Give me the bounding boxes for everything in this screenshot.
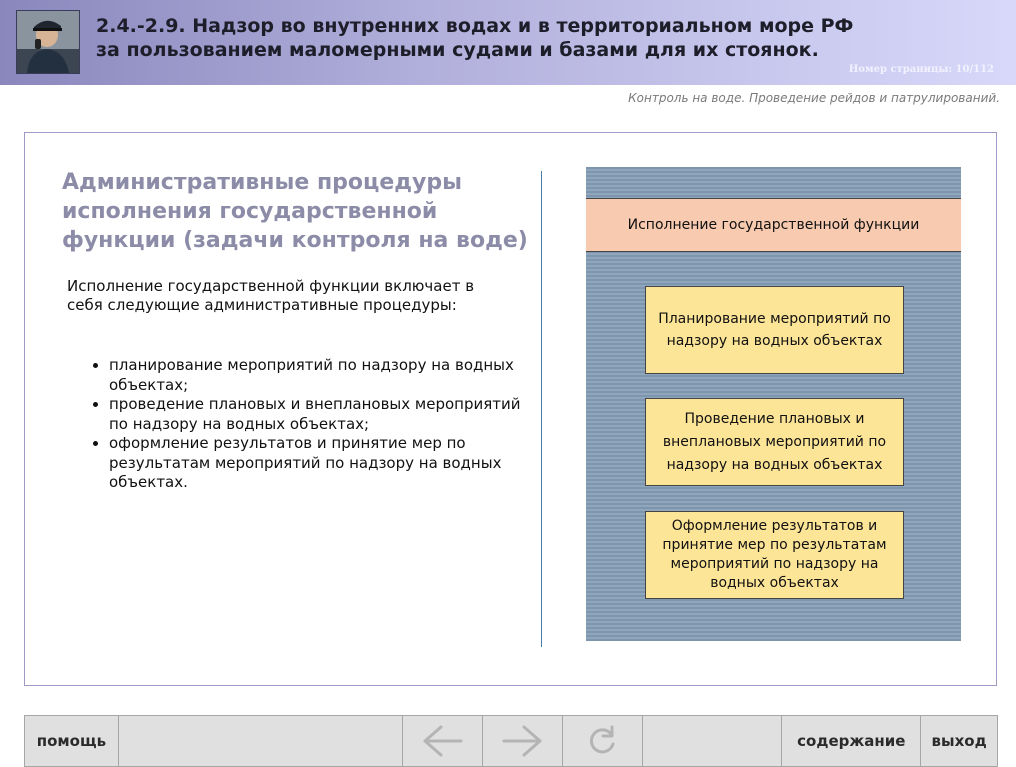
navigation-bar xyxy=(24,715,998,767)
reload-button[interactable] xyxy=(563,716,643,766)
reload-icon xyxy=(585,724,619,758)
exit-button[interactable]: выход xyxy=(931,732,987,750)
nav-spacer xyxy=(119,716,403,766)
back-button[interactable] xyxy=(403,716,483,766)
page-title-line-2: за пользованием маломерными судами и базами для их стоянок. xyxy=(96,39,819,61)
page-number: Номер страницы: 10/112 xyxy=(848,64,994,75)
help-button[interactable]: помощь xyxy=(25,716,119,766)
list-item: • проведение плановых и внеплановых мероприятий по надзору на водных объектах; xyxy=(109,395,529,434)
content-frame xyxy=(24,132,997,686)
header-bar xyxy=(0,0,1016,85)
intro-text: Исполнение государственной функции включает в себя следующие административные процедуры: xyxy=(67,277,475,314)
arrow-left-icon xyxy=(421,724,465,758)
procedure-diagram xyxy=(586,167,961,641)
officer-photo-icon xyxy=(16,10,80,74)
nav-spacer xyxy=(643,716,783,766)
arrow-right-icon xyxy=(500,724,544,758)
procedure-list xyxy=(65,356,529,493)
contents-button[interactable]: содержание xyxy=(782,716,921,766)
page-title-line-1: 2.4.-2.9. Надзор во внутренних водах и в территориальном море РФ xyxy=(96,15,854,37)
section-heading: Административные процедуры исполнения государственной функции (задачи контроля на воде) xyxy=(62,170,528,253)
page-title xyxy=(96,14,976,62)
list-item: • планирование мероприятий по надзору на водных объектах; xyxy=(109,356,529,395)
diagram-header: Исполнение государственной функции xyxy=(586,198,961,252)
forward-button[interactable] xyxy=(483,716,563,766)
diagram-box-conducting: Проведение плановых и внеплановых мероприятий по надзору на водных объектах xyxy=(645,398,904,486)
diagram-box-results: Оформление результатов и принятие мер по результатам мероприятий по надзору на водных объектах xyxy=(645,511,904,599)
diagram-box-planning: Планирование мероприятий по надзору на водных объектах xyxy=(645,286,904,374)
section-subtitle: Контроль на воде. Проведение рейдов и патрулирований. xyxy=(628,91,1000,105)
list-item: • оформление результатов и принятие мер по результатам мероприятий по надзору на водных объектах. xyxy=(109,434,529,493)
vertical-divider xyxy=(541,171,542,647)
